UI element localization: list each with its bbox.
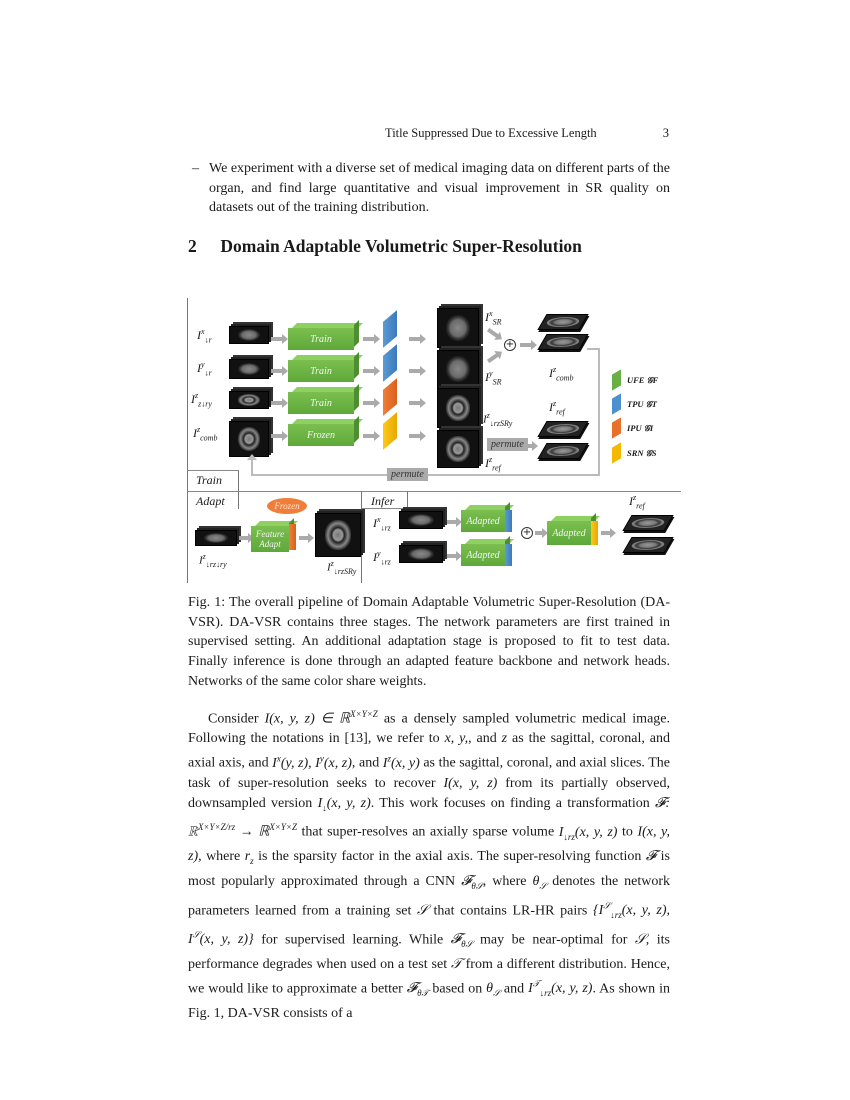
- infer-input-volume-y: [399, 545, 443, 563]
- paragraph-1: Consider I(x, y, z) ∈ ℝ$^{X\times Y\times Z}$ as a densely sampled volumetric medical image. Following the notations in [13], we refer to x, y,, and z as the sagittal, coronal, and axial axis, and $I^x(y$, z), $I^y(x$, z), and $I^z(x$, y) as the sagittal, coronal, and axial slices. The task of super-resolution seeks to recover I(x, y, z) from its partially observed, downsampled version $I_↓(x$, y, z). This work focuses on finding a transformation 𝓕: ℝ$^{X\times Y\times Z/rz}$ → ℝ$^{X\times Y\times Z}$ that super-resolves an axially sparse volume $I_{↓rz}(x$, y, z) to I(x, y, z), where $r_z$ is the sparsity factor in the axial axis. The super-resolving function 𝓕 is most popularly approximated through a CNN 𝓕$_{\theta 𝒮}$, where $\theta_𝒮$ denotes the network parameters learned from a training set 𝒮 that contains LR-HR pairs {$I^𝒮_{↓rz}(x$, y, z), $I^𝒮(x$, y, z)} for supervised learning. While 𝓕$_{\theta 𝒮}$ may be near-optimal for 𝒮, its performance degrades when used on a test set 𝒯 from a different distribution. Hence, we would like to approximate a better 𝓕$_{\theta 𝒯}$ based on $\theta_𝒮$ and $I^𝒯_{↓rz}(x$, y, z). As shown in Fig. 1, DA-VSR consists of a: [188, 709, 671, 1022]
- arrow-icon: [271, 369, 283, 373]
- adapt-output-label: $I^z_{↓rzSRy}$: [327, 559, 357, 576]
- arrow-icon: [487, 353, 499, 363]
- train-input-label-y: $I^y_{↓r}$: [197, 360, 212, 378]
- legend-swatch-orange: [612, 417, 621, 438]
- figure-caption: Fig. 1: The overall pipeline of Domain Adaptable Volumetric Super-Resolution (DA-VSR). DA-VSR contains three stages. The network parameters are first trained in supervised setting. An additional adaptation stage is proposed to fit to test data. Finally inference is done through an adapted feature backbone and network heads. Networks of the same color share weights.: [188, 595, 670, 689]
- arrow-icon: [363, 434, 375, 438]
- stage-label-train: Train: [190, 472, 228, 489]
- arrow-icon: [299, 536, 309, 540]
- infer-output-slab-1: [622, 515, 673, 531]
- page-number: 3: [662, 126, 669, 140]
- train-input-label-x: $I^x_{↓r}$: [197, 327, 212, 345]
- infer-srn-head: [591, 521, 598, 545]
- infer-input-volume-x: [399, 511, 443, 529]
- arrow-icon: [409, 401, 421, 405]
- output-label-sr-y: $I^y_{SR}$: [485, 369, 502, 387]
- loop-connector: [598, 348, 600, 476]
- ct-volume-comb: [229, 421, 269, 457]
- arrow-icon: [239, 536, 249, 540]
- adapt-infer-divider: [361, 491, 362, 583]
- adapted-block-y: Adapted: [461, 544, 505, 566]
- permute-label-bottom: permute: [387, 468, 428, 481]
- figure-frame-left: [187, 298, 188, 583]
- arrow-up-icon: [247, 454, 257, 460]
- arrow-icon: [363, 369, 375, 373]
- adapt-output-volume: [315, 513, 361, 557]
- feature-extractor-train-1: Train: [288, 328, 354, 350]
- permute-label-right: permute: [487, 438, 528, 451]
- feature-extractor-train-2: Train: [288, 360, 354, 382]
- stage-label-infer: Infer: [365, 493, 400, 510]
- infer-output-slab-2: [622, 537, 673, 553]
- arrow-icon: [535, 531, 543, 535]
- train-adapt-divider: [187, 491, 681, 492]
- infer-tpu-head-y: [505, 544, 512, 566]
- arrow-icon: [409, 434, 421, 438]
- legend-swatch-yellow: [612, 442, 621, 463]
- arrow-icon: [271, 434, 283, 438]
- running-head: [385, 126, 669, 141]
- arrow-icon: [520, 343, 532, 347]
- arrow-icon: [363, 401, 375, 405]
- ct-volume-sagittal: [229, 326, 269, 344]
- feature-extractor-train-3: Train: [288, 392, 354, 414]
- legend-tpu: TPU 𝒢T: [612, 396, 657, 412]
- infer-input-label-y: $I^y_{↓rz}$: [373, 549, 391, 567]
- comb-volume-slab-2: [537, 334, 588, 350]
- loop-connector: [251, 458, 253, 476]
- legend-ipu: IPU 𝒢I: [612, 420, 653, 436]
- output-label-sr-x: $I^x_{SR}$: [485, 309, 502, 327]
- srn-head: [383, 412, 397, 450]
- arrow-icon: [487, 328, 499, 338]
- running-head-title: Title Suppressed Due to Excessive Length: [385, 126, 597, 140]
- frozen-ipu-head: [289, 524, 296, 550]
- ref-label: $I^z_{ref}$: [549, 399, 565, 417]
- infer-output-label: $I^z_{ref}$: [629, 493, 645, 511]
- ref-volume-slab-2: [537, 443, 588, 459]
- adapt-label-border: [238, 491, 239, 509]
- legend-swatch-blue: [612, 393, 621, 414]
- ct-volume-axial: [229, 391, 269, 409]
- comb-volume-slab-1: [537, 314, 588, 330]
- frozen-badge: Frozen: [267, 498, 307, 514]
- contribution-bullet: [188, 159, 670, 218]
- tpu-head-2: [383, 344, 397, 382]
- adapted-block-srn: Adapted: [547, 521, 591, 545]
- ct-volume-coronal: [229, 359, 269, 379]
- stage-label-adapt: Adapt: [190, 493, 231, 510]
- tpu-head-1: [383, 310, 397, 348]
- adapt-input-label: $I^z_{↓rz↓ry}$: [199, 552, 227, 569]
- sum-icon: +: [505, 339, 515, 350]
- sr-output-ref: [437, 430, 479, 468]
- bullet-text: We experiment with a diverse set of medical imaging data on different parts of the organ, and find large quantitative and visual improvement in SR quality on datasets out of the training distribution.: [209, 161, 670, 215]
- body-paragraph: [188, 705, 670, 1024]
- sum-icon: +: [522, 527, 532, 538]
- train-label-border: [238, 470, 239, 492]
- output-label-ref: $I^z_{ref}$: [485, 455, 501, 473]
- feature-adapt-block: Feature Adapt: [251, 526, 289, 552]
- arrow-icon: [271, 337, 283, 341]
- feature-extractor-frozen: Frozen: [288, 424, 354, 446]
- ref-volume-slab-1: [537, 421, 588, 437]
- adapt-input-volume: [195, 530, 237, 546]
- sr-output-axial: [437, 388, 479, 428]
- arrow-icon: [447, 554, 457, 558]
- infer-label-border: [407, 491, 408, 508]
- train-input-label-comb: $I^z_{comb}$: [193, 425, 218, 443]
- legend-ufe: UFE 𝒢F: [612, 372, 658, 388]
- adapted-block-x: Adapted: [461, 510, 505, 532]
- arrow-icon: [409, 369, 421, 373]
- train-input-label-z: $I^z_{z↓ry}$: [191, 391, 212, 409]
- comb-label: $I^z_{comb}$: [549, 365, 574, 383]
- infer-input-label-x: $I^x_{↓rz}$: [373, 515, 391, 533]
- arrow-icon: [527, 444, 533, 448]
- infer-tpu-head-x: [505, 510, 512, 532]
- sr-output-sagittal: [437, 308, 479, 348]
- infer-label-bottom: [361, 508, 408, 509]
- arrow-icon: [409, 337, 421, 341]
- section-title: Domain Adaptable Volumetric Super-Resolution: [220, 236, 582, 256]
- section-heading: [188, 236, 582, 257]
- arrow-icon: [363, 337, 375, 341]
- legend-swatch-green: [612, 369, 621, 390]
- arrow-icon: [447, 520, 457, 524]
- section-number: 2: [188, 236, 197, 256]
- ipu-head: [383, 378, 397, 416]
- bullet-dash: –: [192, 161, 199, 176]
- legend-srn: SRN 𝒢S: [612, 445, 656, 461]
- output-label-sr-axial: $I^z_{↓rzSRy}$: [483, 411, 513, 428]
- figure-1-pipeline-diagram: [187, 298, 681, 583]
- train-label-top: [187, 470, 239, 471]
- arrow-icon: [271, 401, 283, 405]
- sr-output-coronal: [437, 350, 479, 388]
- arrow-icon: [601, 531, 611, 535]
